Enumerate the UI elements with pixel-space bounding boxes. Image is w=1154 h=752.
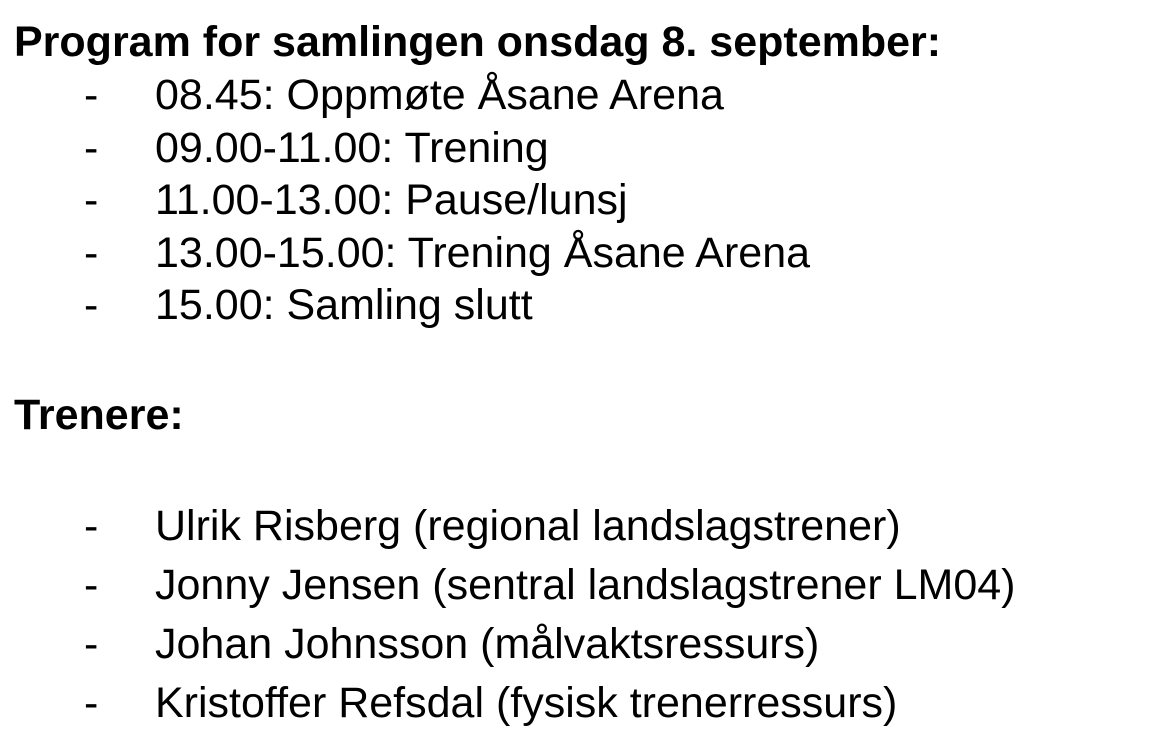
list-bullet: - (84, 281, 99, 329)
program-item-text: 09.00-11.00: Trening (155, 123, 549, 172)
program-item-text: 15.00: Samling slutt (155, 281, 533, 329)
list-bullet: - (84, 228, 99, 277)
list-bullet: - (84, 502, 99, 550)
list-bullet: - (84, 561, 99, 609)
trainer-item-text: Ulrik Risberg (regional landslagstrener) (155, 502, 901, 550)
list-bullet: - (84, 123, 99, 172)
list-bullet: - (84, 176, 99, 224)
program-item-text: 13.00-15.00: Trening Åsane Arena (155, 228, 811, 277)
list-bullet: - (84, 620, 99, 668)
program-item-text: 11.00-13.00: Pause/lunsj (155, 176, 628, 224)
list-bullet: - (84, 679, 99, 727)
trainer-item-text: Johan Johnsson (målvaktsressurs) (155, 620, 820, 668)
trainer-item-text: Jonny Jensen (sentral landslagstrener LM04) (155, 561, 1016, 609)
trainer-item-text: Kristoffer Refsdal (fysisk trenerressurs) (155, 679, 898, 727)
list-bullet: - (84, 71, 99, 119)
program-item-text: 08.45: Oppmøte Åsane Arena (155, 71, 724, 119)
program-heading: Program for samlingen onsdag 8. september: (14, 18, 942, 66)
trainers-heading: Trenere: (14, 391, 184, 439)
